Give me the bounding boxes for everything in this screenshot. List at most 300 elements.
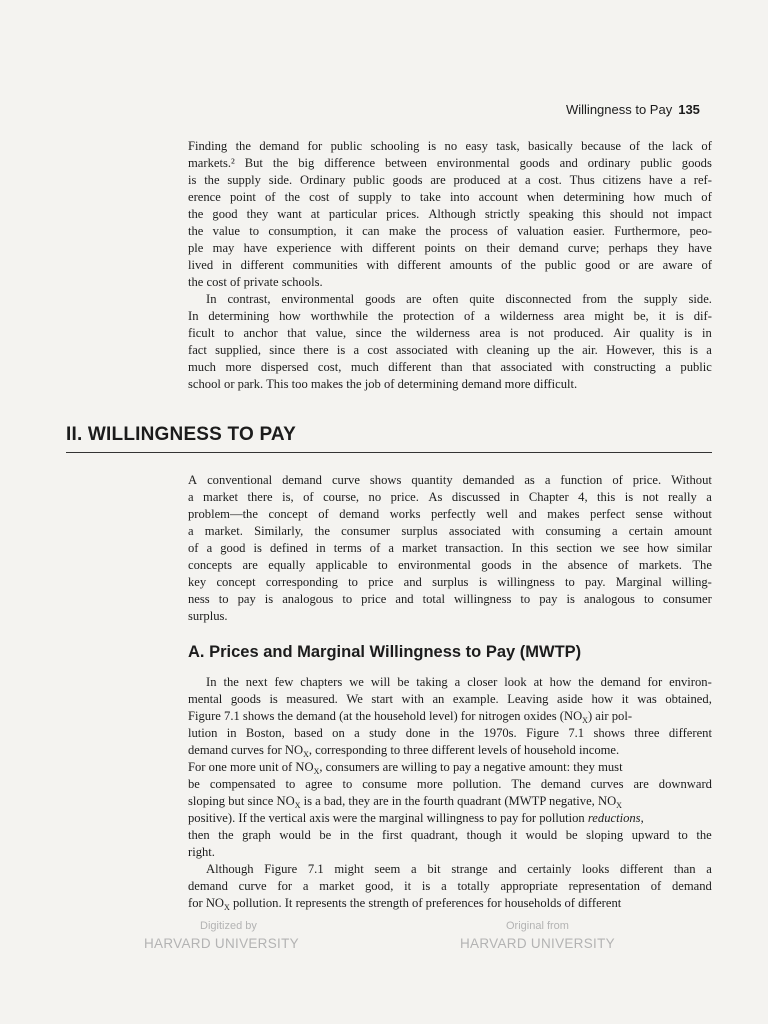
word: function bbox=[560, 473, 603, 487]
word: this bbox=[530, 541, 549, 555]
text-line bbox=[188, 223, 712, 239]
word: goods bbox=[230, 692, 261, 706]
word: a bbox=[706, 343, 712, 357]
text-line bbox=[188, 325, 712, 341]
word: The bbox=[511, 777, 531, 791]
word: of bbox=[650, 879, 662, 893]
word: a bbox=[525, 173, 531, 187]
word: is, bbox=[282, 490, 294, 504]
word: the bbox=[314, 524, 330, 538]
word: The bbox=[692, 558, 712, 572]
word: with bbox=[340, 241, 363, 255]
word: much bbox=[664, 190, 693, 204]
word: a bbox=[388, 541, 394, 555]
word: easier. bbox=[573, 224, 605, 238]
word: how bbox=[591, 692, 614, 706]
word: markets.² bbox=[188, 156, 235, 170]
word: works bbox=[389, 507, 421, 521]
word: from bbox=[582, 292, 607, 306]
word: difference bbox=[324, 156, 376, 170]
word: a bbox=[411, 862, 417, 876]
word: goods bbox=[681, 156, 712, 170]
text-line bbox=[188, 155, 712, 171]
section-heading: II. WILLINGNESS TO PAY bbox=[66, 424, 296, 445]
word: between bbox=[384, 156, 427, 170]
word: of bbox=[618, 558, 629, 572]
text-line bbox=[188, 359, 712, 375]
word: is bbox=[566, 592, 575, 606]
text-line bbox=[188, 793, 712, 809]
word: peo- bbox=[689, 224, 712, 238]
word: supply bbox=[358, 190, 392, 204]
word: easy bbox=[465, 139, 488, 153]
word: shows bbox=[369, 473, 402, 487]
word: citizens bbox=[602, 173, 642, 187]
word: than bbox=[440, 360, 463, 374]
word: produced. bbox=[553, 326, 604, 340]
word: quite bbox=[469, 292, 495, 306]
word: because bbox=[581, 139, 622, 153]
word: though bbox=[466, 828, 502, 842]
word: Ordinary bbox=[299, 173, 346, 187]
word: impact bbox=[677, 207, 712, 221]
word: example. bbox=[452, 692, 499, 706]
word: conventional bbox=[207, 473, 273, 487]
word: value bbox=[212, 224, 240, 238]
word: when bbox=[526, 190, 555, 204]
word: basically bbox=[528, 139, 573, 153]
word: supplied, bbox=[215, 343, 261, 357]
word: shows bbox=[593, 726, 625, 740]
word: aside bbox=[557, 692, 583, 706]
word: In bbox=[206, 675, 217, 689]
word: a bbox=[354, 726, 360, 740]
word: not bbox=[642, 490, 659, 504]
word: how bbox=[279, 309, 301, 323]
word: protection bbox=[403, 309, 455, 323]
word: there bbox=[303, 343, 329, 357]
word: the bbox=[558, 343, 574, 357]
word: task, bbox=[496, 139, 520, 153]
word: the bbox=[617, 292, 634, 306]
word: and bbox=[403, 575, 422, 589]
word: than bbox=[673, 862, 696, 876]
word: discussed bbox=[451, 490, 501, 504]
word: there bbox=[247, 490, 273, 504]
word: environmental bbox=[281, 292, 355, 306]
word: goods bbox=[519, 156, 550, 170]
word: is bbox=[264, 592, 274, 606]
word: few bbox=[274, 675, 294, 689]
word: Chapter bbox=[528, 490, 569, 504]
word: they bbox=[246, 207, 269, 221]
word: ref- bbox=[693, 173, 712, 187]
word: corresponding bbox=[265, 575, 338, 589]
word: Without bbox=[671, 473, 712, 487]
word: public bbox=[544, 258, 577, 272]
word: at bbox=[508, 173, 518, 187]
word: Finding bbox=[188, 139, 228, 153]
word: with bbox=[511, 524, 535, 538]
word: next bbox=[245, 675, 268, 689]
text-line: school or park. This too makes the job of determining demand more difficult. bbox=[188, 377, 578, 391]
word: in bbox=[222, 258, 232, 272]
text-line bbox=[188, 759, 712, 775]
word: different bbox=[240, 258, 284, 272]
word: of bbox=[464, 309, 475, 323]
word: without bbox=[673, 507, 712, 521]
word: since bbox=[355, 326, 382, 340]
word: demand bbox=[188, 879, 228, 893]
word: demand bbox=[259, 139, 300, 153]
word: price. bbox=[632, 473, 662, 487]
word: at bbox=[310, 207, 320, 221]
word: pay bbox=[539, 592, 558, 606]
text-line bbox=[188, 489, 712, 505]
word: the bbox=[458, 726, 475, 740]
word: analogous bbox=[583, 592, 635, 606]
word: a bbox=[680, 173, 686, 187]
word: the bbox=[696, 828, 712, 842]
word: good bbox=[585, 258, 611, 272]
word: demand bbox=[671, 879, 712, 893]
word: are bbox=[242, 558, 258, 572]
word: the bbox=[520, 258, 536, 272]
word: environ- bbox=[669, 675, 712, 689]
word: this bbox=[597, 490, 616, 504]
word: area bbox=[479, 326, 501, 340]
text-fragment: positive). If the vertical axis were the marginal willingness to pay for pollution reductions, bbox=[188, 811, 644, 825]
word: In bbox=[188, 309, 199, 323]
text-fragment: sloping but since $NO_X$ is a bad, they are in the fourth quadrant (MWTP negative, $NO_X$ bbox=[188, 794, 622, 810]
word: have bbox=[243, 241, 268, 255]
word: and bbox=[518, 507, 537, 521]
word: different bbox=[620, 862, 664, 876]
word: good, bbox=[365, 879, 394, 893]
word: into bbox=[449, 190, 470, 204]
word: goods bbox=[365, 292, 396, 306]
word: market bbox=[203, 490, 239, 504]
word: Similarly, bbox=[254, 524, 304, 538]
word: cost. bbox=[538, 173, 562, 187]
word: are bbox=[430, 173, 446, 187]
word: with bbox=[401, 692, 424, 706]
word: with bbox=[561, 360, 585, 374]
word: fact bbox=[188, 343, 207, 357]
text-line bbox=[188, 895, 712, 911]
word: the bbox=[425, 224, 441, 238]
word: or bbox=[619, 258, 630, 272]
word: is bbox=[624, 490, 634, 504]
word: compensated bbox=[209, 777, 276, 791]
text-line bbox=[188, 308, 712, 324]
word: concept bbox=[216, 575, 256, 589]
word: with bbox=[366, 258, 389, 272]
word: demand bbox=[339, 507, 380, 521]
text-line bbox=[188, 257, 712, 273]
word: sloping bbox=[586, 828, 624, 842]
word: measured. bbox=[286, 692, 338, 706]
word: market bbox=[319, 879, 355, 893]
word: are bbox=[633, 777, 649, 791]
word: value, bbox=[315, 326, 347, 340]
word: is bbox=[336, 343, 346, 357]
word: is bbox=[427, 139, 437, 153]
word: price bbox=[368, 575, 394, 589]
word: air. bbox=[582, 343, 598, 357]
word: Marginal bbox=[615, 575, 662, 589]
word: in bbox=[315, 541, 326, 555]
word: cost bbox=[367, 343, 388, 357]
word: of bbox=[338, 190, 350, 204]
word: the bbox=[358, 828, 374, 842]
word: willingness bbox=[454, 592, 512, 606]
word: curves bbox=[590, 777, 624, 791]
text-line bbox=[188, 189, 712, 205]
word: we bbox=[600, 541, 615, 555]
word: of bbox=[612, 473, 623, 487]
running-title: Willingness to Pay bbox=[566, 102, 673, 117]
word: to bbox=[377, 558, 388, 572]
watermark-harvard-right: HARVARD UNIVERSITY bbox=[460, 936, 615, 951]
word: chapters bbox=[300, 675, 343, 689]
word: of bbox=[501, 258, 512, 272]
word: good bbox=[220, 541, 246, 555]
watermark-digitized-by: Digitized by bbox=[200, 920, 257, 932]
word: for bbox=[307, 139, 323, 153]
word: consuming bbox=[545, 524, 601, 538]
word: can bbox=[362, 224, 380, 238]
word: Although bbox=[428, 207, 476, 221]
text-line bbox=[188, 342, 712, 358]
word: erence bbox=[188, 190, 221, 204]
word: a bbox=[706, 862, 712, 876]
word: the bbox=[391, 326, 407, 340]
word: makes bbox=[547, 507, 580, 521]
word: Air bbox=[613, 326, 630, 340]
word: in bbox=[521, 558, 532, 572]
word: curve bbox=[238, 879, 267, 893]
word: supply bbox=[227, 173, 261, 187]
word: key bbox=[188, 575, 207, 589]
word: might bbox=[334, 862, 364, 876]
word: are bbox=[638, 258, 654, 272]
word: is bbox=[684, 326, 693, 340]
word: demanded bbox=[462, 473, 515, 487]
word: more bbox=[225, 360, 252, 374]
word: of bbox=[369, 541, 381, 555]
word: is bbox=[421, 879, 431, 893]
word: on bbox=[464, 241, 478, 255]
word: taking bbox=[416, 675, 448, 689]
word: start bbox=[371, 692, 393, 706]
word: to bbox=[564, 575, 575, 589]
word: curve; bbox=[567, 241, 600, 255]
word: ness bbox=[188, 592, 210, 606]
word: it bbox=[658, 309, 666, 323]
word: in bbox=[509, 490, 520, 504]
word: be, bbox=[633, 309, 649, 323]
word: cleaning bbox=[486, 343, 530, 357]
word: concepts bbox=[188, 558, 233, 572]
word: the bbox=[578, 675, 594, 689]
word: sense bbox=[635, 507, 663, 521]
word: cost, bbox=[317, 360, 342, 374]
word: look bbox=[504, 675, 527, 689]
word: would bbox=[279, 828, 311, 842]
word: certain bbox=[628, 524, 664, 538]
word: it bbox=[621, 692, 629, 706]
word: was bbox=[637, 692, 657, 706]
subsection-heading: A. Prices and Marginal Willingness to Pay (MWTP) bbox=[188, 643, 582, 661]
word: the bbox=[188, 207, 204, 221]
word: the bbox=[204, 173, 220, 187]
word: public bbox=[640, 156, 672, 170]
word: often bbox=[432, 292, 459, 306]
text-line: surplus. bbox=[188, 609, 228, 623]
word: 7.1 bbox=[307, 862, 324, 876]
text-line bbox=[206, 861, 712, 877]
word: be bbox=[319, 828, 332, 842]
word: point bbox=[229, 190, 256, 204]
word: consume bbox=[362, 777, 407, 791]
text-line bbox=[206, 674, 712, 690]
word: more bbox=[416, 777, 443, 791]
text-line bbox=[188, 138, 712, 154]
text-line bbox=[188, 776, 712, 792]
word: appropriate bbox=[500, 879, 558, 893]
word: willingness bbox=[497, 575, 555, 589]
text-line bbox=[188, 810, 712, 826]
word: quality bbox=[639, 326, 675, 340]
word: might bbox=[594, 309, 624, 323]
word: much bbox=[350, 360, 379, 374]
word: of bbox=[318, 507, 329, 521]
word: wilderness bbox=[499, 309, 554, 323]
word: may bbox=[212, 241, 235, 255]
word: ordinary bbox=[587, 156, 631, 170]
word: demand bbox=[540, 777, 581, 791]
word: it bbox=[404, 879, 412, 893]
word: Figure bbox=[526, 726, 559, 740]
text-line bbox=[188, 206, 712, 222]
word: goods bbox=[392, 173, 423, 187]
word: their bbox=[486, 241, 510, 255]
word: produced bbox=[453, 173, 501, 187]
word: a bbox=[611, 524, 618, 538]
word: this bbox=[663, 343, 682, 357]
word: side. bbox=[268, 173, 293, 187]
word: three bbox=[634, 726, 660, 740]
word: a bbox=[544, 473, 551, 487]
word: cost bbox=[309, 190, 330, 204]
word: perhaps bbox=[608, 241, 648, 255]
text-line bbox=[188, 472, 712, 488]
word: to bbox=[348, 575, 358, 589]
word: with bbox=[455, 343, 479, 357]
word: want bbox=[277, 207, 302, 221]
word: it bbox=[510, 828, 518, 842]
word: account bbox=[478, 190, 518, 204]
word: of bbox=[629, 139, 640, 153]
word: aware bbox=[662, 258, 693, 272]
word: demand bbox=[600, 675, 641, 689]
text-line bbox=[188, 708, 712, 724]
word: totally bbox=[457, 879, 490, 893]
text-line bbox=[188, 742, 712, 758]
word: Leaving bbox=[507, 692, 549, 706]
word: side. bbox=[688, 292, 712, 306]
text-line bbox=[188, 240, 712, 256]
word: and bbox=[395, 592, 414, 606]
word: seem bbox=[374, 862, 401, 876]
word: is bbox=[269, 692, 278, 706]
word: the bbox=[648, 139, 664, 153]
word: process bbox=[450, 224, 488, 238]
word: course, bbox=[323, 490, 360, 504]
word: speaking bbox=[528, 207, 574, 221]
word: valuation bbox=[516, 224, 564, 238]
word: surplus bbox=[401, 524, 438, 538]
word: since bbox=[269, 343, 296, 357]
word: to bbox=[678, 828, 688, 842]
word: perfect bbox=[590, 507, 625, 521]
word: based bbox=[294, 726, 323, 740]
word: demand bbox=[282, 473, 322, 487]
word: demand bbox=[518, 241, 559, 255]
word: a bbox=[441, 879, 447, 893]
word: is bbox=[689, 343, 699, 357]
word: to bbox=[520, 592, 531, 606]
word: points bbox=[424, 241, 456, 255]
word: anchor bbox=[243, 326, 278, 340]
word: see bbox=[622, 541, 640, 555]
word: for bbox=[647, 675, 663, 689]
word: Furthermore, bbox=[614, 224, 681, 238]
word: this bbox=[582, 207, 601, 221]
word: big bbox=[298, 156, 315, 170]
word: Thus bbox=[569, 173, 595, 187]
word: a bbox=[188, 524, 194, 538]
word: done bbox=[405, 726, 431, 740]
word: determining bbox=[208, 309, 270, 323]
word: lived bbox=[188, 258, 214, 272]
word: schooling bbox=[370, 139, 420, 153]
word: of bbox=[265, 190, 276, 204]
word: strange bbox=[451, 862, 488, 876]
word: well bbox=[486, 507, 509, 521]
watermark-original-from: Original from bbox=[506, 920, 569, 932]
word: graph bbox=[242, 828, 271, 842]
word: worthwhile bbox=[310, 309, 369, 323]
word: market bbox=[402, 541, 437, 555]
word: markets. bbox=[638, 558, 682, 572]
word: 4, bbox=[578, 490, 588, 504]
word: concept bbox=[268, 507, 308, 521]
word: study bbox=[369, 726, 397, 740]
word: absence bbox=[567, 558, 608, 572]
text-fragment: demand curves for $NO_X$, corresponding to three different levels of household income. bbox=[188, 743, 620, 759]
word: not bbox=[652, 207, 669, 221]
word: in bbox=[439, 726, 450, 740]
text-line bbox=[188, 540, 712, 556]
word: on bbox=[332, 726, 345, 740]
word: and bbox=[498, 862, 517, 876]
word: for bbox=[277, 879, 293, 893]
word: the bbox=[188, 224, 204, 238]
word: experience bbox=[276, 241, 332, 255]
word: is bbox=[188, 173, 197, 187]
